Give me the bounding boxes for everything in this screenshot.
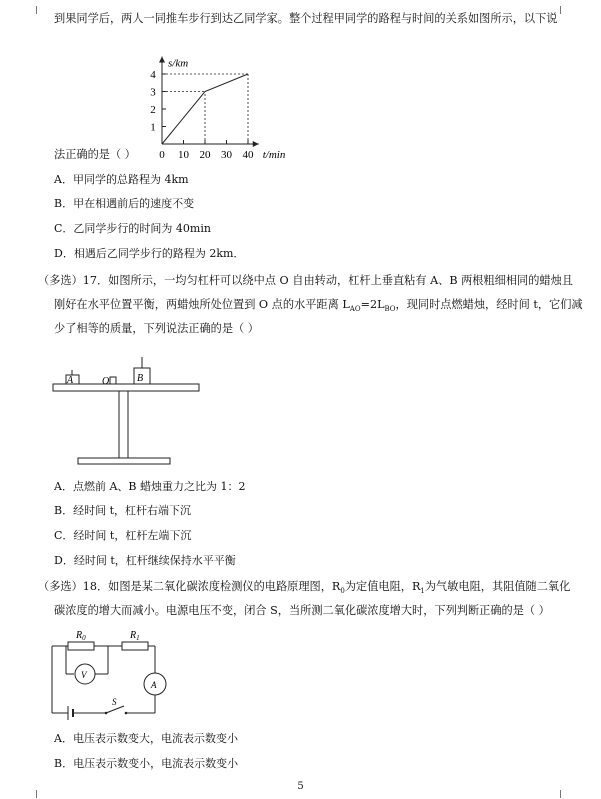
q17-line2-text: 刚好在水平位置平衡，两蜡烛所处位置到 O 点的水平距离 L bbox=[54, 298, 350, 311]
label-b: B bbox=[137, 373, 144, 384]
q16-option-a: A．甲同学的总路程为 4km bbox=[54, 173, 189, 186]
q17-line2-tail: ，现同时点燃蜡烛，经时间 t，它们减 bbox=[395, 298, 583, 311]
q16-option-b: B．甲在相遇前后的速度不变 bbox=[54, 197, 195, 210]
q16-option-d: D．相遇后乙同学步行的路程为 2km． bbox=[54, 247, 245, 260]
y-axis-arrow bbox=[159, 57, 165, 63]
label-o: O bbox=[102, 376, 110, 387]
resistor-r0 bbox=[68, 642, 94, 650]
y-tick-label: 3 bbox=[150, 86, 156, 99]
lever-base bbox=[78, 458, 170, 464]
q18-sub1: 1 bbox=[420, 587, 425, 596]
q18-line1 bbox=[38, 580, 570, 598]
q18-option-b: B．电压表示数变小，电流表示数变小 bbox=[54, 757, 239, 770]
x-axis-arrow bbox=[253, 141, 259, 147]
x-tick-label: 30 bbox=[221, 149, 232, 161]
switch-contact bbox=[105, 712, 108, 715]
label-a: A bbox=[151, 680, 157, 690]
pivot-block bbox=[110, 377, 116, 384]
label-v: V bbox=[81, 670, 87, 680]
q17-option-b: B．经时间 t，杠杆右端下沉 bbox=[54, 504, 191, 517]
switch-contact bbox=[125, 712, 128, 715]
q17-eq: =2L bbox=[360, 298, 385, 311]
x-tick-label: 40 bbox=[242, 149, 254, 161]
lever-figure bbox=[52, 352, 202, 472]
switch-blade bbox=[106, 706, 124, 713]
y-tick-label: 2 bbox=[150, 104, 156, 116]
y-tick-label: 4 bbox=[150, 69, 156, 81]
q18-line1-c: 为气敏电阻，其阻值随二氧化 bbox=[424, 580, 571, 593]
q17-option-a: A．点燃前 A、B 蜡烛重力之比为 1：2 bbox=[54, 480, 246, 493]
label-r0: $R_0$ bbox=[76, 630, 86, 642]
q17-line1: （多选）17．如图所示，一均匀杠杆可以绕中点 O 自由转动，杠杆上垂直粘有 A、B 两根粗细相同的蜡烛且 bbox=[38, 274, 573, 287]
series-line bbox=[162, 74, 248, 144]
x-tick-label: 0 bbox=[159, 149, 165, 161]
circuit-diagram bbox=[46, 626, 176, 721]
q17-sub-bo: BO bbox=[384, 305, 396, 314]
q17-line2 bbox=[54, 298, 583, 316]
q17-option-d: D．经时间 t，杠杆继续保持水平平衡 bbox=[54, 554, 236, 567]
y-tick-label: 1 bbox=[150, 121, 156, 134]
q17-option-c: C．经时间 t，杠杆左端下沉 bbox=[54, 529, 192, 542]
q17-sub-ao: AO bbox=[349, 305, 361, 314]
page-number: 5 bbox=[297, 781, 304, 792]
distance-time-graph bbox=[120, 28, 330, 163]
crop-mark bbox=[36, 6, 37, 14]
q17-line3: 少了相等的质量，下列说法正确的是（ ） bbox=[54, 322, 259, 335]
lever-stand bbox=[119, 391, 128, 458]
x-tick-label: 20 bbox=[199, 149, 211, 161]
q16-intro-line2: 法正确的是（ ） bbox=[54, 148, 136, 161]
label-s: S bbox=[112, 697, 117, 707]
q18-line1-b: 为定值电阻，R bbox=[344, 580, 421, 593]
q18-sub0: 0 bbox=[340, 587, 345, 596]
resistor-r1 bbox=[122, 642, 148, 650]
q18-option-a: A．电压表示数变大，电流表示数变小 bbox=[54, 732, 238, 745]
x-tick-label: 10 bbox=[178, 149, 189, 161]
q18-line2: 碳浓度的增大而减小。电源电压不变，闭合 S，当所测二氧化碳浓度增大时，下列判断正确的是（ ） bbox=[54, 604, 550, 617]
x-axis-label: t/min bbox=[262, 149, 286, 161]
y-axis-label: s/km bbox=[168, 57, 189, 70]
lever-bar bbox=[53, 384, 199, 391]
crop-mark bbox=[560, 6, 561, 14]
q16-option-c: C．乙同学步行的时间为 40min bbox=[54, 222, 211, 235]
label-a: A bbox=[67, 375, 74, 386]
q16-intro-line: 到果同学后，两人一同推车步行到达乙同学家。整个过程甲同学的路程与时间的关系如图所示，以下说 bbox=[54, 12, 558, 25]
q18-line1-a: （多选）18．如图是某二氧化碳浓度检测仪的电路原理图，R bbox=[38, 580, 341, 593]
label-r1: $R_1$ bbox=[130, 630, 140, 642]
